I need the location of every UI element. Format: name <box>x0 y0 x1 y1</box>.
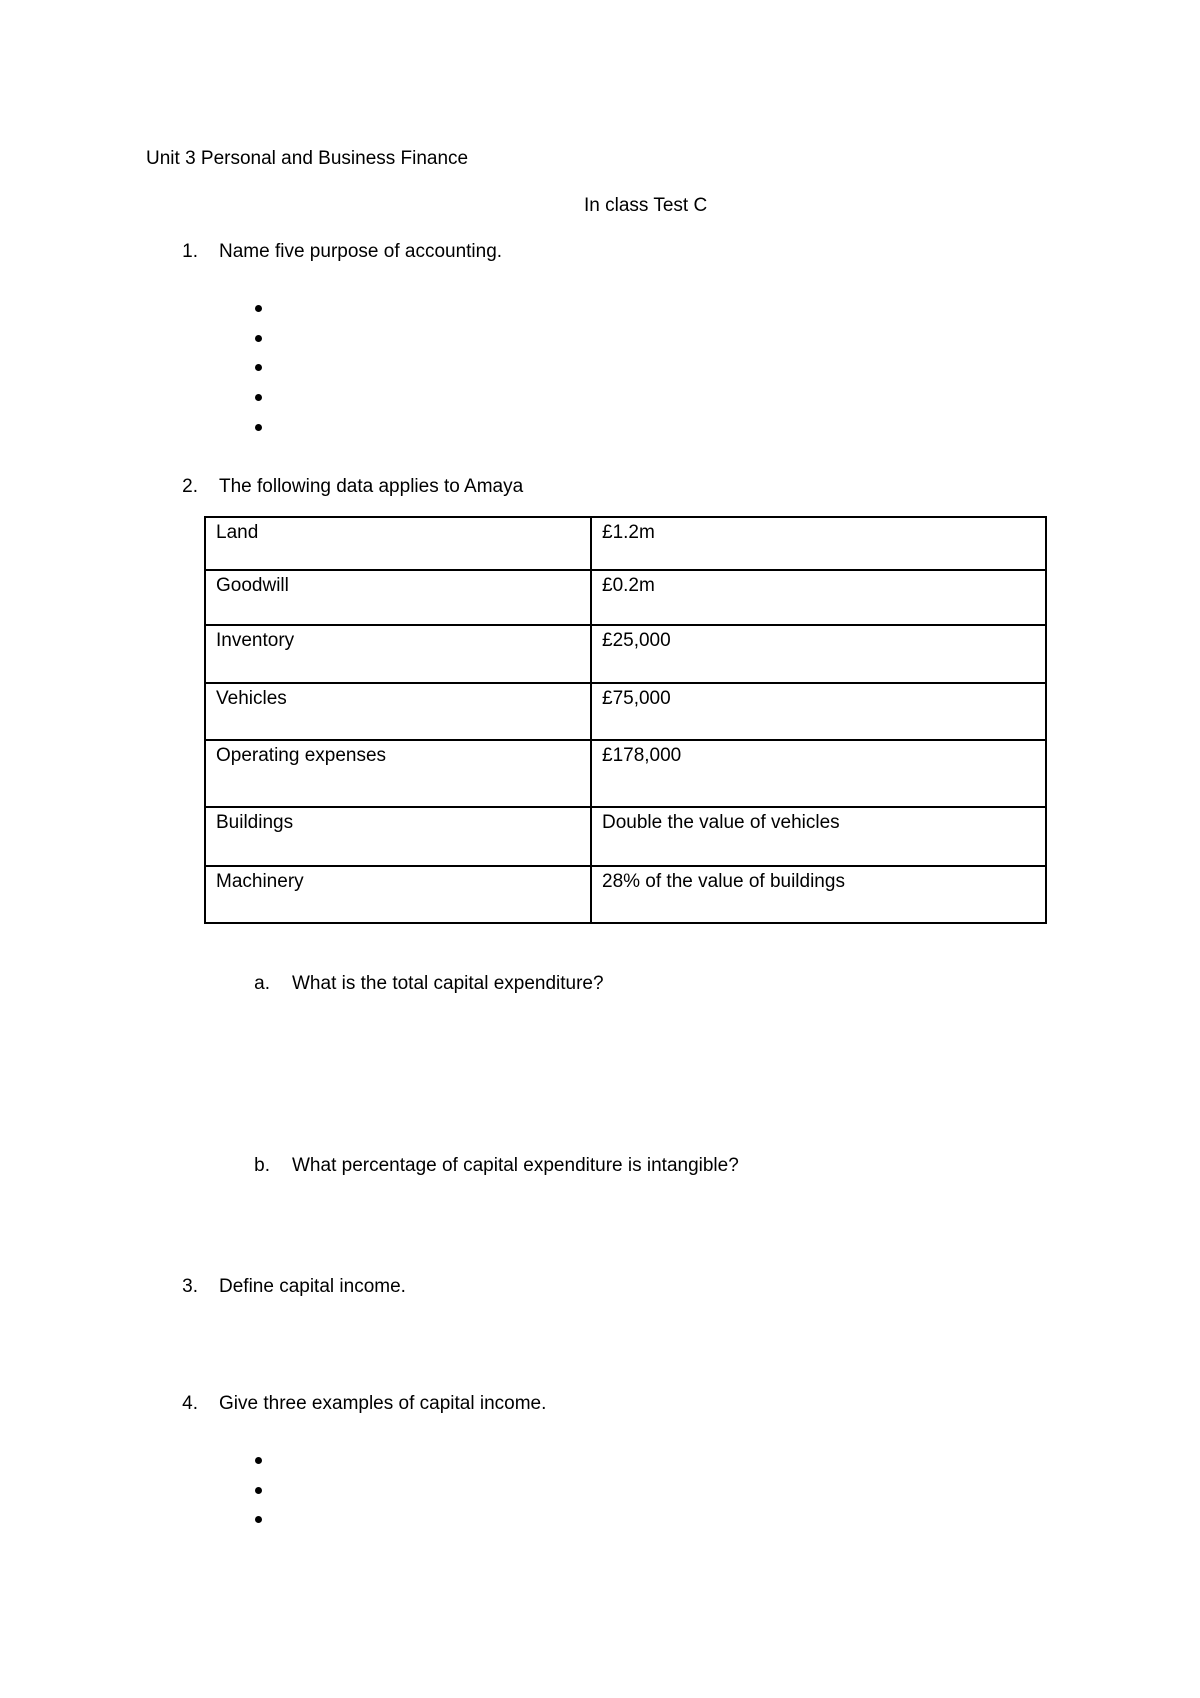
question-text: Name five purpose of accounting. <box>219 241 503 262</box>
question-text: Give three examples of capital income. <box>219 1393 547 1414</box>
table-cell-item: Goodwill <box>205 570 591 625</box>
table-row <box>205 517 1046 570</box>
table-row <box>205 740 1046 807</box>
bullet-point <box>255 305 262 312</box>
table-cell-value: £75,000 <box>591 683 1046 740</box>
question-number: 4. <box>182 1393 198 1414</box>
table-cell-item: Buildings <box>205 807 591 866</box>
question-text: The following data applies to Amaya <box>219 476 524 497</box>
subquestion-letter: a. <box>254 973 270 994</box>
table-cell-item: Operating expenses <box>205 740 591 807</box>
table-cell-value: £178,000 <box>591 740 1046 807</box>
table-row <box>205 683 1046 740</box>
test-title: In class Test C <box>584 195 708 216</box>
question-text: Define capital income. <box>219 1276 406 1297</box>
bullet-point <box>255 364 262 371</box>
amaya-data-table <box>204 516 1047 924</box>
subquestion-text: What is the total capital expenditure? <box>292 973 604 994</box>
table-row <box>205 866 1046 923</box>
table-cell-item: Inventory <box>205 625 591 683</box>
bullet-point <box>255 1487 262 1494</box>
table-row <box>205 570 1046 625</box>
table-cell-value: £0.2m <box>591 570 1046 625</box>
table-cell-value: £25,000 <box>591 625 1046 683</box>
subquestion-letter: b. <box>254 1155 270 1176</box>
table-cell-item: Vehicles <box>205 683 591 740</box>
table-row <box>205 807 1046 866</box>
bullet-point <box>255 335 262 342</box>
table-cell-item: Land <box>205 517 591 570</box>
bullet-point <box>255 1457 262 1464</box>
table-row <box>205 625 1046 683</box>
table-cell-value: 28% of the value of buildings <box>591 866 1046 923</box>
bullet-point <box>255 424 262 431</box>
table-cell-item: Machinery <box>205 866 591 923</box>
bullet-point <box>255 394 262 401</box>
question-number: 2. <box>182 476 198 497</box>
unit-title: Unit 3 Personal and Business Finance <box>146 148 469 169</box>
question-number: 3. <box>182 1276 198 1297</box>
table-cell-value: Double the value of vehicles <box>591 807 1046 866</box>
bullet-point <box>255 1516 262 1523</box>
table-cell-value: £1.2m <box>591 517 1046 570</box>
subquestion-text: What percentage of capital expenditure is intangible? <box>292 1155 739 1176</box>
question-number: 1. <box>182 241 198 262</box>
